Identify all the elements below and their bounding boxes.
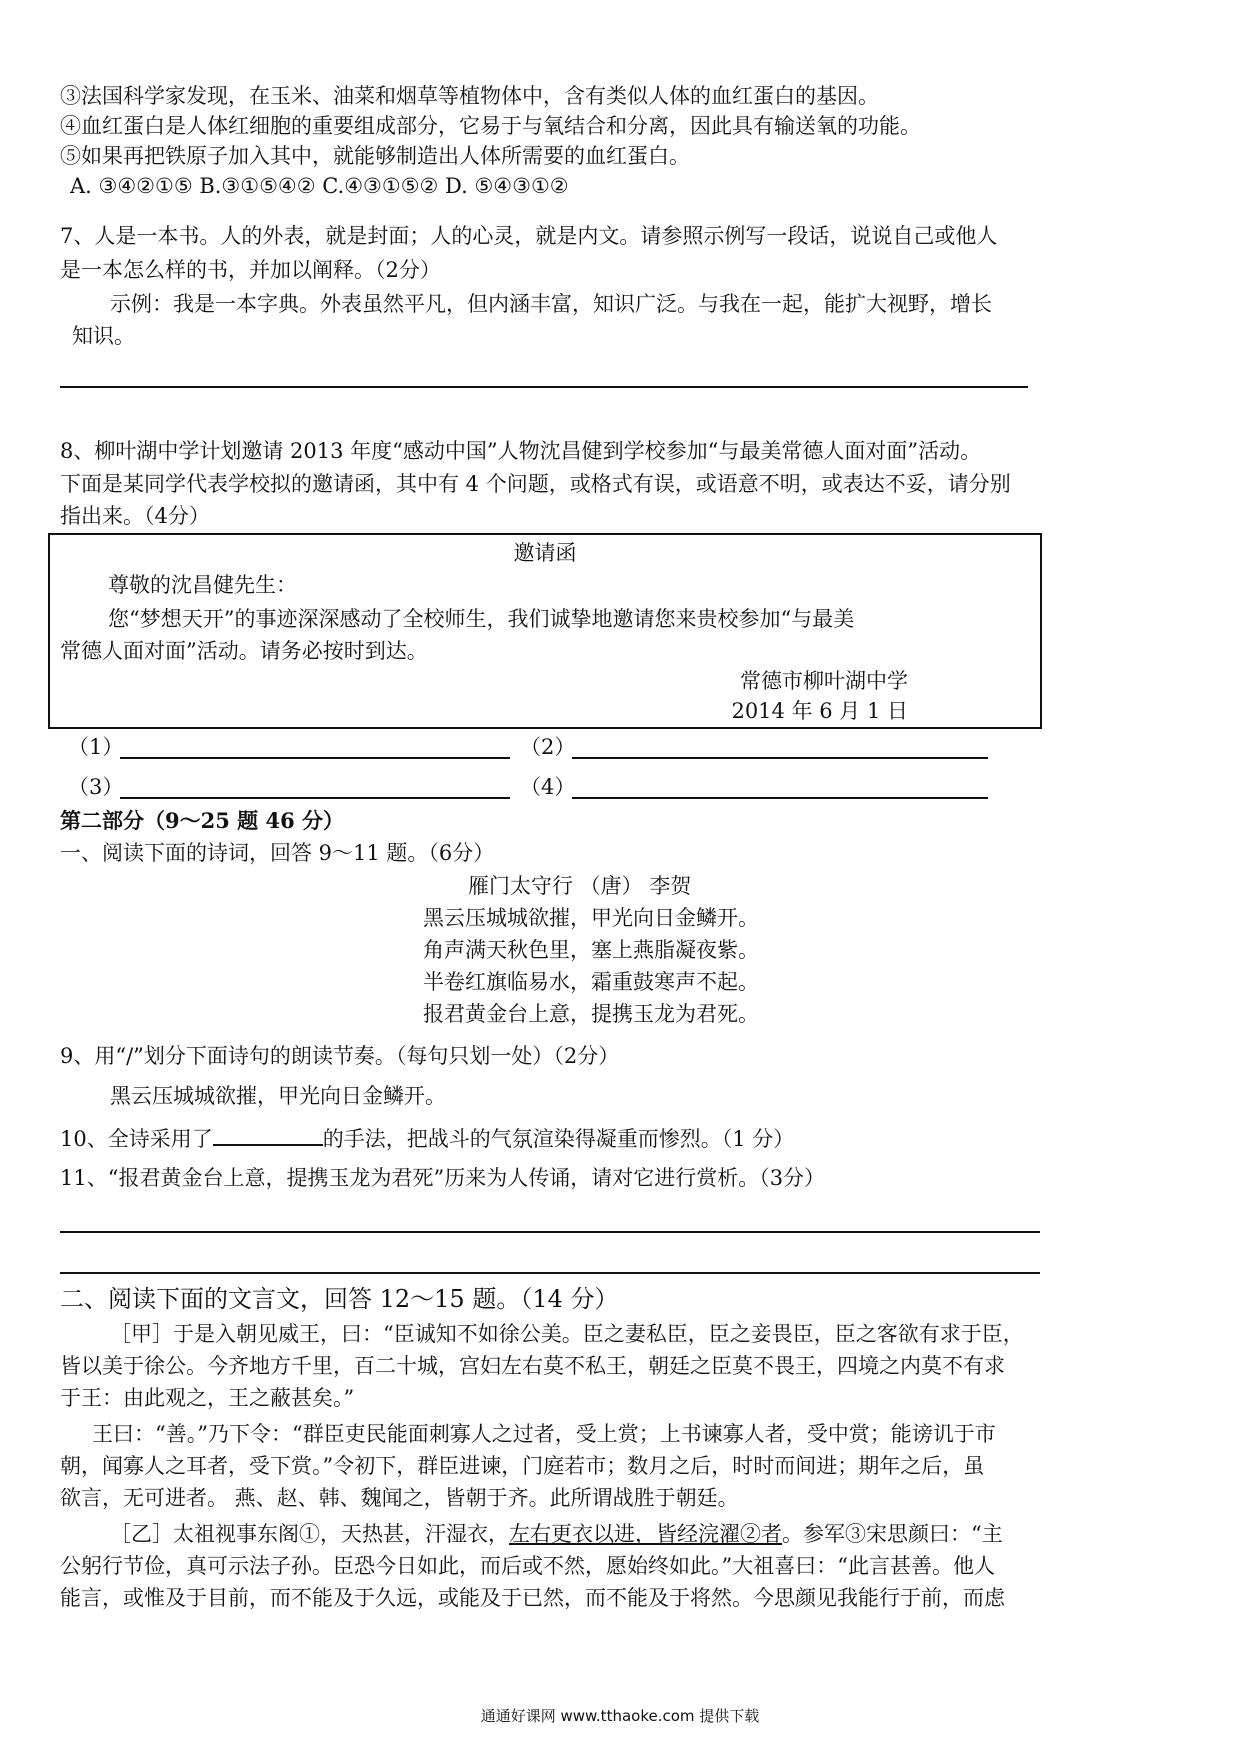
poem-line-4: 报君黄金台上意，提携玉龙为君死。 (423, 1002, 759, 1026)
q7-answer-line[interactable] (60, 386, 1028, 388)
blank-4-line[interactable] (572, 797, 988, 799)
blank-2-line[interactable] (572, 757, 988, 759)
statement-5: ⑤如果再把铁原子加入其中，就能够制造出人体所需要的血红蛋白。 (60, 144, 690, 168)
q7-example-end: 知识。 (72, 324, 135, 348)
poem-title: 雁门太守行 （唐） 李贺 (468, 874, 692, 898)
q11-answer-line-2[interactable] (60, 1272, 1040, 1274)
jia-line-2: 皆以美于徐公。今齐地方千里，百二十城，宫妇左右莫不私王，朝廷之臣莫不畏王，四境之内莫不有求 (60, 1354, 1005, 1378)
jia-line-1: ［甲］于是入朝见威王，曰：“臣诚知不如徐公美。臣之妻私臣，臣之妾畏臣，臣之客欲有求于臣， (110, 1322, 1024, 1346)
jia-line-5: 朝，闻寡人之耳者，受下赏。”令初下，群臣进谏，门庭若市；数月之后，时时而间进；期年之后，虽 (60, 1454, 985, 1478)
invitation-letter-box (48, 533, 1042, 729)
q10-prefix: 10、全诗采用了 (60, 1127, 213, 1151)
letter-salutation: 尊敬的沈昌健先生： (108, 573, 297, 597)
section1-heading: 一、阅读下面的诗词，回答 9～11 题。（6分） (60, 841, 495, 865)
q10-blank[interactable] (213, 1122, 323, 1146)
jia-line-3: 于王：由此观之，王之蔽甚矣。” (60, 1386, 355, 1410)
statement-4: ④血红蛋白是人体红细胞的重要组成部分，它易于与氧结合和分离，因此具有输送氧的功能。 (60, 114, 921, 138)
letter-title: 邀请函 (513, 541, 577, 565)
q9-poem-line: 黑云压城城欲摧，甲光向日金鳞开。 (110, 1084, 446, 1108)
letter-body-1: 您“梦想天开”的事迹深深感动了全校师生，我们诚挚地邀请您来贵校参加“与最美 (108, 607, 855, 631)
poem-line-1: 黑云压城城欲摧，甲光向日金鳞开。 (423, 906, 759, 930)
answer-options: A. ③④②①⑤ B.③①⑤④② C.④③①⑤② D. ⑤④③①② (70, 174, 569, 198)
q7-line2: 是一本怎么样的书，并加以阐释。（2分） (60, 258, 441, 282)
q8-line2: 下面是某同学代表学校拟的邀请函，其中有 4 个问题，或格式有误，或语意不明，或表达不妥，请分别 (60, 472, 1011, 496)
q10-prompt (60, 1122, 794, 1155)
letter-body-2: 常德人面对面”活动。请务必按时到达。 (60, 639, 428, 663)
jia-line-4: 王曰：“善。”乃下令：“群臣吏民能面刺寡人之过者，受上赏；上书谏寡人者，受中赏；能谤讥于市 (92, 1422, 996, 1446)
yi-line-2: 公躬行节俭，真可示法子孙。臣恐今日如此，而后或不然，愿始终如此。”大祖喜曰：“此言甚善。他人 (60, 1554, 995, 1578)
jia-line-6: 欲言，无可进者。 燕、赵、韩、魏闻之，皆朝于齐。此所谓战胜于朝廷。 (60, 1486, 739, 1510)
poem-line-3: 半卷红旗临易水，霜重鼓寒声不起。 (423, 970, 759, 994)
yi-line-1-start: ［乙］太祖视事东阁①，天热甚，汗湿衣， (110, 1522, 509, 1546)
section2-heading: 二、阅读下面的文言文，回答 12～15 题。（14 分） (60, 1285, 619, 1313)
yi-line-1 (110, 1518, 1003, 1550)
footer-text: 通通好课网 www.tthaoke.com 提供下载 (480, 1707, 760, 1725)
poem-line-2: 角声满天秋色里，塞上燕脂凝夜紫。 (423, 938, 759, 962)
q7-example: 示例：我是一本字典。外表虽然平凡，但内涵丰富，知识广泛。与我在一起，能扩大视野，增长 (110, 292, 992, 316)
yi-line-3: 能言，或惟及于目前，而不能及于久远，或能及于已然，而不能及于将然。今思颜见我能行于前，而虑 (60, 1586, 1005, 1610)
q8-line1: 8、柳叶湖中学计划邀请 2013 年度“感动中国”人物沈昌健到学校参加“与最美常德人面对面”活动。 (60, 439, 982, 463)
q11-answer-line-1[interactable] (60, 1231, 1040, 1233)
yi-underlined-sentence: 左右更衣以进，皆经浣濯②者 (509, 1522, 782, 1546)
q9-prompt: 9、用“/”划分下面诗句的朗读节奏。（每句只划一处）（2分） (60, 1044, 620, 1068)
yi-line-1-end: 。参军③宋思颜曰：“主 (782, 1522, 1003, 1546)
q7-line1: 7、人是一本书。人的外表，就是封面；人的心灵，就是内文。请参照示例写一段话，说说自己或他人 (60, 224, 998, 248)
letter-signature: 常德市柳叶湖中学 (740, 669, 908, 693)
q11-prompt: 11、“报君黄金台上意，提携玉龙为君死”历来为人传诵，请对它进行赏析。（3分） (60, 1166, 826, 1190)
blank-label-2: （2） (520, 735, 576, 759)
blank-1-line[interactable] (120, 757, 510, 759)
blank-label-4: （4） (520, 775, 576, 799)
statement-3: ③法国科学家发现，在玉米、油菜和烟草等植物体中，含有类似人体的血红蛋白的基因。 (60, 84, 879, 108)
blank-label-3: （3） (68, 775, 124, 799)
letter-date: 2014 年 6 月 1 日 (731, 699, 908, 723)
q10-suffix: 的手法，把战斗的气氛渲染得凝重而惨烈。（1 分） (322, 1127, 795, 1151)
q8-line3: 指出来。（4分） (60, 504, 210, 528)
part2-heading: 第二部分（9～25 题 46 分） (60, 808, 344, 833)
blank-3-line[interactable] (120, 797, 510, 799)
blank-label-1: （1） (68, 735, 124, 759)
